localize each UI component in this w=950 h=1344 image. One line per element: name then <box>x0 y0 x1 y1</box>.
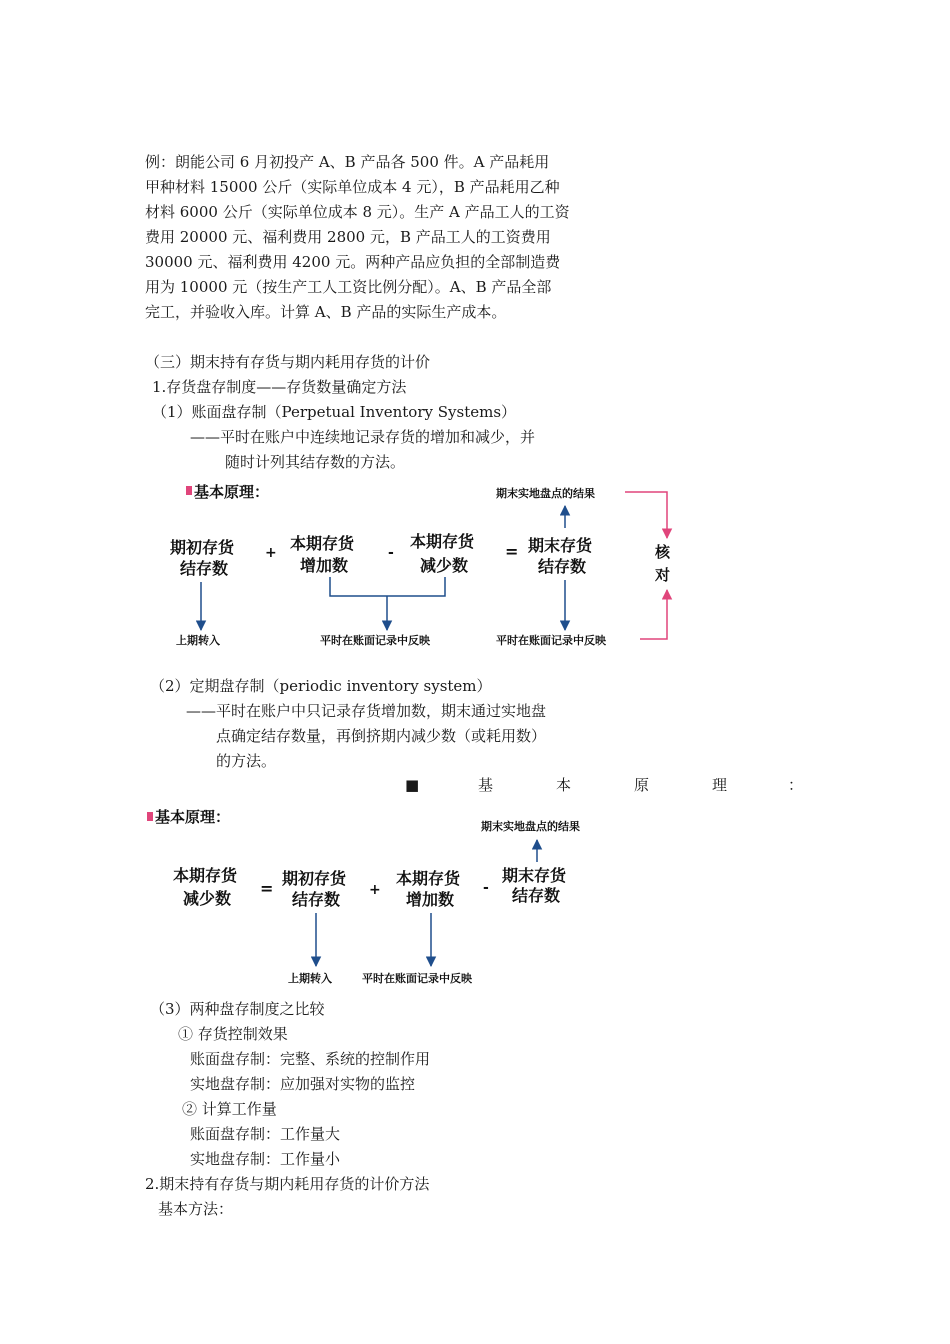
diagram-perpetual <box>170 483 671 647</box>
example-line-5: 30000 元、福利费用 4200 元。两种产品应负担的全部制造费 <box>145 253 561 271</box>
subsection-2: 2.期末持有存货与期内耗用存货的计价方法 <box>145 1175 430 1193</box>
box-opening-balance-l2: 结存数 <box>292 890 341 909</box>
box-ending-balance-l2: 结存数 <box>538 557 587 576</box>
item3-point-1: ① 存货控制效果 <box>178 1025 288 1043</box>
box-opening-balance-l2: 结存数 <box>180 559 229 578</box>
item2-desc-2: 点确定结存数量，再倒挤期内减少数（或耗用数） <box>216 727 547 745</box>
diagram-label: 基本原理： <box>194 483 270 501</box>
box-opening-balance-l1: 期初存货 <box>170 538 235 557</box>
spaced-colon: ： <box>788 776 804 794</box>
example-line-3: 材料 6000 公斤（实际单位成本 8 元）。生产 A 产品工人的工资 <box>145 203 570 221</box>
item3-title: （3）两种盘存制度之比较 <box>150 1000 325 1018</box>
spaced-char: 基 <box>478 776 494 794</box>
check-l2: 对 <box>655 566 671 584</box>
box-increase-l2: 增加数 <box>406 890 455 909</box>
item3-point-2: ② 计算工作量 <box>182 1100 277 1118</box>
op-plus: + <box>369 882 381 898</box>
item3-point-2b: 实地盘存制：工作量小 <box>190 1150 341 1168</box>
box-decrease-l2: 减少数 <box>183 889 232 908</box>
note-book-record-right: 平时在账面记录中反映 <box>496 634 606 647</box>
note-book-record: 平时在账面记录中反映 <box>362 972 472 985</box>
example-line-7: 完工，并验收入库。计算 A、B 产品的实际生产成本。 <box>145 303 507 321</box>
spaced-bullet: ■ <box>405 776 420 794</box>
box-decrease-l1: 本期存货 <box>410 532 475 551</box>
op-plus: + <box>265 545 277 561</box>
item1-desc-1: ——平时在账户中连续地记录存货的增加和减少，并 <box>190 428 536 446</box>
basic-methods: 基本方法： <box>158 1200 234 1218</box>
top-note: 期末实地盘点的结果 <box>481 820 580 833</box>
item2-desc-3: 的方法。 <box>216 752 277 770</box>
op-equals: = <box>260 879 274 898</box>
top-note: 期末实地盘点的结果 <box>496 487 595 500</box>
pink-arrow-top <box>625 492 667 538</box>
item1-desc-2: 随时计列其结存数的方法。 <box>225 453 406 471</box>
diagram-label: 基本原理： <box>155 808 231 826</box>
item3-point-2a: 账面盘存制：工作量大 <box>190 1125 341 1143</box>
bracket-connector <box>330 577 445 596</box>
note-carried-forward: 上期转入 <box>176 634 220 647</box>
note-book-record: 平时在账面记录中反映 <box>320 634 430 647</box>
spaced-char: 本 <box>556 776 572 794</box>
box-increase-l1: 本期存货 <box>290 534 355 553</box>
op-equals: = <box>505 542 519 561</box>
item1-title: （1）账面盘存制（Perpetual Inventory Systems） <box>152 403 517 421</box>
item3-point-1a: 账面盘存制：完整、系统的控制作用 <box>190 1050 431 1068</box>
box-opening-balance-l1: 期初存货 <box>282 869 347 888</box>
example-line-6: 用为 10000 元（按生产工人工资比例分配）。A、B 产品全部 <box>145 278 552 296</box>
diagram-periodic <box>147 808 580 985</box>
box-ending-balance-l1: 期末存货 <box>528 536 593 555</box>
item3-point-1b: 实地盘存制：应加强对实物的监控 <box>190 1075 416 1093</box>
box-ending-balance-l1: 期末存货 <box>502 866 567 885</box>
box-ending-balance-l2: 结存数 <box>512 886 561 905</box>
note-carried-forward: 上期转入 <box>288 972 332 985</box>
pink-arrow-bottom <box>640 590 667 639</box>
check-l1: 核 <box>655 543 671 561</box>
item2-title: （2）定期盘存制（periodic inventory system） <box>150 677 492 695</box>
example-line-1: 例：朗能公司 6 月初投产 A、B 产品各 500 件。A 产品耗用 <box>145 153 550 171</box>
section-heading: （三）期末持有存货与期内耗用存货的计价 <box>145 353 431 371</box>
item2-desc-1: ——平时在账户中只记录存货增加数，期末通过实地盘 <box>186 702 547 720</box>
bullet-square-icon <box>186 486 192 495</box>
box-decrease-l1: 本期存货 <box>173 866 238 885</box>
spaced-char: 原 <box>634 776 650 794</box>
example-line-2: 甲种材料 15000 公斤（实际单位成本 4 元），B 产品耗用乙种 <box>145 178 560 196</box>
subsection-1: 1.存货盘存制度——存货数量确定方法 <box>152 378 407 396</box>
op-minus: - <box>483 880 489 896</box>
box-increase-l2: 增加数 <box>300 556 349 575</box>
example-line-4: 费用 20000 元、福利费用 2800 元，B 产品工人的工资费用 <box>145 228 551 246</box>
op-minus: - <box>388 545 394 561</box>
spaced-char: 理 <box>712 776 728 794</box>
box-increase-l1: 本期存货 <box>396 869 461 888</box>
bullet-square-icon <box>147 812 153 821</box>
box-decrease-l2: 减少数 <box>420 556 469 575</box>
